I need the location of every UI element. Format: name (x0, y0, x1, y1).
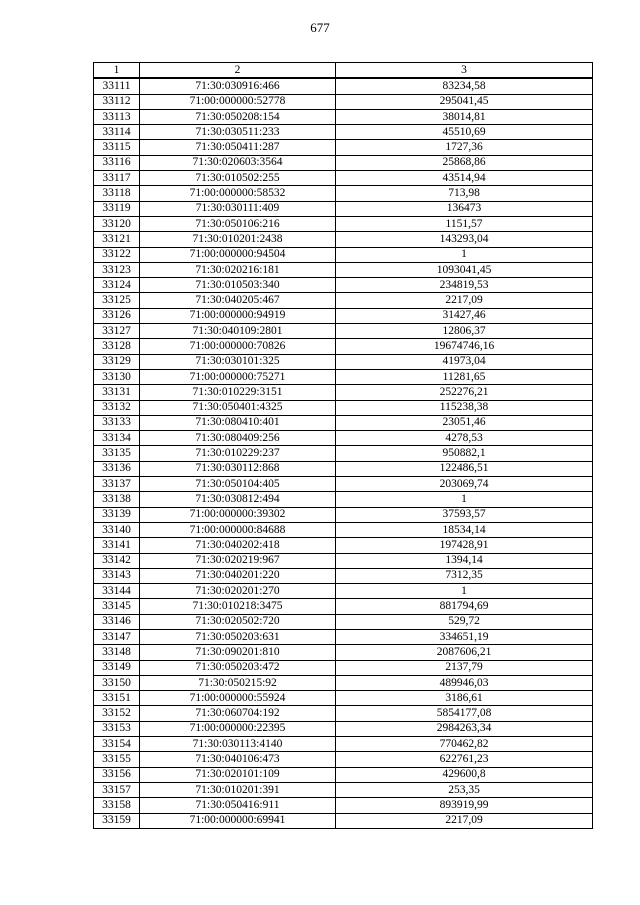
page-number: 677 (310, 20, 330, 35)
row-number-cell: 33145 (94, 599, 140, 614)
cadastral-number-cell: 71:30:050106:216 (140, 216, 336, 231)
row-number-cell: 33119 (94, 201, 140, 216)
row-number-cell: 33112 (94, 94, 140, 109)
row-number-cell: 33135 (94, 446, 140, 461)
cadastral-number-cell: 71:30:030111:409 (140, 201, 336, 216)
table-row (94, 354, 593, 369)
value-cell: 1394,14 (336, 553, 593, 568)
table-row (94, 385, 593, 400)
table-row (94, 247, 593, 262)
cadastral-number-cell: 71:30:080409:256 (140, 431, 336, 446)
value-cell: 770462,82 (336, 737, 593, 752)
table-row (94, 721, 593, 736)
cadastral-number-cell: 71:30:030916:466 (140, 78, 336, 94)
table-row (94, 767, 593, 782)
value-cell: 122486,51 (336, 461, 593, 476)
table-row (94, 339, 593, 354)
table-row (94, 813, 593, 828)
table-row (94, 431, 593, 446)
cadastral-number-cell: 71:30:010201:391 (140, 782, 336, 797)
cadastral-number-cell: 71:30:010502:255 (140, 171, 336, 186)
value-cell: 489946,03 (336, 675, 593, 690)
value-cell: 12806,37 (336, 324, 593, 339)
value-cell: 893919,99 (336, 798, 593, 813)
row-number-cell: 33137 (94, 477, 140, 492)
row-number-cell: 33130 (94, 369, 140, 384)
value-cell: 2217,09 (336, 813, 593, 828)
table-row (94, 737, 593, 752)
row-number-cell: 33143 (94, 568, 140, 583)
value-cell: 529,72 (336, 614, 593, 629)
cadastral-number-cell: 71:00:000000:39302 (140, 507, 336, 522)
cadastral-number-cell: 71:30:050401:4325 (140, 400, 336, 415)
table-row (94, 660, 593, 675)
table-row (94, 629, 593, 644)
value-cell: 1093041,45 (336, 262, 593, 277)
cadastral-number-cell: 71:00:000000:52778 (140, 94, 336, 109)
row-number-cell: 33117 (94, 171, 140, 186)
table-row (94, 186, 593, 201)
cadastral-number-cell: 71:00:000000:84688 (140, 522, 336, 537)
table-row (94, 109, 593, 124)
row-number-cell: 33157 (94, 782, 140, 797)
row-number-cell: 33138 (94, 492, 140, 507)
row-number-cell: 33142 (94, 553, 140, 568)
value-cell: 31427,46 (336, 308, 593, 323)
cadastral-number-cell: 71:30:030113:4140 (140, 737, 336, 752)
value-cell: 41973,04 (336, 354, 593, 369)
value-cell: 43514,94 (336, 171, 593, 186)
table-row (94, 599, 593, 614)
cadastral-number-cell: 71:30:030101:325 (140, 354, 336, 369)
row-number-cell: 33139 (94, 507, 140, 522)
value-cell: 4278,53 (336, 431, 593, 446)
cadastral-number-cell: 71:30:010229:237 (140, 446, 336, 461)
value-cell: 252276,21 (336, 385, 593, 400)
value-cell: 713,98 (336, 186, 593, 201)
value-cell: 5854177,08 (336, 706, 593, 721)
row-number-cell: 33114 (94, 125, 140, 140)
table-row (94, 706, 593, 721)
value-cell: 2137,79 (336, 660, 593, 675)
table-row (94, 568, 593, 583)
cadastral-number-cell: 71:00:000000:94504 (140, 247, 336, 262)
value-cell: 45510,69 (336, 125, 593, 140)
cadastral-number-cell: 71:30:010201:2438 (140, 232, 336, 247)
row-number-cell: 33151 (94, 691, 140, 706)
value-cell: 1 (336, 247, 593, 262)
value-cell: 115238,38 (336, 400, 593, 415)
table-row (94, 140, 593, 155)
row-number-cell: 33125 (94, 293, 140, 308)
row-number-cell: 33115 (94, 140, 140, 155)
value-cell: 2984263,34 (336, 721, 593, 736)
table-row (94, 216, 593, 231)
data-table (93, 62, 593, 829)
table-row (94, 645, 593, 660)
row-number-cell: 33150 (94, 675, 140, 690)
cadastral-number-cell: 71:00:000000:58532 (140, 186, 336, 201)
value-cell: 1 (336, 584, 593, 599)
cadastral-number-cell: 71:30:020603:3564 (140, 155, 336, 170)
cadastral-number-cell: 71:30:040205:467 (140, 293, 336, 308)
row-number-cell: 33146 (94, 614, 140, 629)
cadastral-number-cell: 71:30:020219:967 (140, 553, 336, 568)
table-row (94, 446, 593, 461)
value-cell: 1151,57 (336, 216, 593, 231)
value-cell: 253,35 (336, 782, 593, 797)
row-number-cell: 33159 (94, 813, 140, 828)
row-number-cell: 33152 (94, 706, 140, 721)
table-row (94, 477, 593, 492)
value-cell: 7312,35 (336, 568, 593, 583)
header-row (94, 63, 593, 79)
cadastral-number-cell: 71:30:010229:3151 (140, 385, 336, 400)
cadastral-number-cell: 71:30:020502:720 (140, 614, 336, 629)
row-number-cell: 33149 (94, 660, 140, 675)
row-number-cell: 33155 (94, 752, 140, 767)
value-cell: 38014,81 (336, 109, 593, 124)
table-row (94, 553, 593, 568)
row-number-cell: 33122 (94, 247, 140, 262)
table-row (94, 507, 593, 522)
table-row (94, 293, 593, 308)
row-number-cell: 33134 (94, 431, 140, 446)
row-number-cell: 33118 (94, 186, 140, 201)
header-col-1: 1 (94, 63, 140, 79)
cadastral-number-cell: 71:30:050203:631 (140, 629, 336, 644)
cadastral-number-cell: 71:30:030112:868 (140, 461, 336, 476)
header-col-2: 2 (140, 63, 336, 79)
row-number-cell: 33140 (94, 522, 140, 537)
table-row (94, 278, 593, 293)
cadastral-number-cell: 71:30:040109:2801 (140, 324, 336, 339)
table-row (94, 782, 593, 797)
cadastral-number-cell: 71:30:050208:154 (140, 109, 336, 124)
row-number-cell: 33121 (94, 232, 140, 247)
table-row (94, 125, 593, 140)
row-number-cell: 33127 (94, 324, 140, 339)
cadastral-number-cell: 71:30:030812:494 (140, 492, 336, 507)
cadastral-number-cell: 71:30:010218:3475 (140, 599, 336, 614)
cadastral-number-cell: 71:00:000000:94919 (140, 308, 336, 323)
value-cell: 203069,74 (336, 477, 593, 492)
value-cell: 334651,19 (336, 629, 593, 644)
value-cell: 3186,61 (336, 691, 593, 706)
table-row (94, 415, 593, 430)
row-number-cell: 33113 (94, 109, 140, 124)
value-cell: 197428,91 (336, 538, 593, 553)
cadastral-number-cell: 71:00:000000:55924 (140, 691, 336, 706)
table-row (94, 614, 593, 629)
table-row (94, 262, 593, 277)
table-body (94, 78, 593, 828)
table-row (94, 584, 593, 599)
cadastral-number-cell: 71:30:020216:181 (140, 262, 336, 277)
value-cell: 234819,53 (336, 278, 593, 293)
row-number-cell: 33144 (94, 584, 140, 599)
table-row (94, 232, 593, 247)
row-number-cell: 33129 (94, 354, 140, 369)
value-cell: 143293,04 (336, 232, 593, 247)
cadastral-number-cell: 71:30:030511:233 (140, 125, 336, 140)
row-number-cell: 33131 (94, 385, 140, 400)
table-row (94, 752, 593, 767)
table-header (94, 63, 593, 79)
value-cell: 295041,45 (336, 94, 593, 109)
row-number-cell: 33154 (94, 737, 140, 752)
cadastral-number-cell: 71:30:080410:401 (140, 415, 336, 430)
table-row (94, 78, 593, 94)
cadastral-number-cell: 71:30:050411:287 (140, 140, 336, 155)
value-cell: 37593,57 (336, 507, 593, 522)
table-row (94, 492, 593, 507)
row-number-cell: 33116 (94, 155, 140, 170)
row-number-cell: 33132 (94, 400, 140, 415)
row-number-cell: 33124 (94, 278, 140, 293)
row-number-cell: 33111 (94, 78, 140, 94)
row-number-cell: 33148 (94, 645, 140, 660)
cadastral-number-cell: 71:30:050104:405 (140, 477, 336, 492)
table-row (94, 461, 593, 476)
row-number-cell: 33123 (94, 262, 140, 277)
table-row (94, 675, 593, 690)
value-cell: 11281,65 (336, 369, 593, 384)
table-row (94, 369, 593, 384)
row-number-cell: 33147 (94, 629, 140, 644)
header-col-3: 3 (336, 63, 593, 79)
cadastral-number-cell: 71:30:060704:192 (140, 706, 336, 721)
value-cell: 25868,86 (336, 155, 593, 170)
value-cell: 1727,36 (336, 140, 593, 155)
cadastral-number-cell: 71:00:000000:70826 (140, 339, 336, 354)
table-row (94, 94, 593, 109)
value-cell: 136473 (336, 201, 593, 216)
value-cell: 429600,8 (336, 767, 593, 782)
row-number-cell: 33133 (94, 415, 140, 430)
table-row (94, 308, 593, 323)
row-number-cell: 33136 (94, 461, 140, 476)
value-cell: 2087606,21 (336, 645, 593, 660)
table-row (94, 171, 593, 186)
cadastral-number-cell: 71:30:050203:472 (140, 660, 336, 675)
table-row (94, 400, 593, 415)
table-row (94, 201, 593, 216)
cadastral-number-cell: 71:00:000000:22395 (140, 721, 336, 736)
row-number-cell: 33126 (94, 308, 140, 323)
value-cell: 950882,1 (336, 446, 593, 461)
row-number-cell: 33120 (94, 216, 140, 231)
cadastral-number-cell: 71:00:000000:75271 (140, 369, 336, 384)
cadastral-number-cell: 71:30:040201:220 (140, 568, 336, 583)
value-cell: 83234,58 (336, 78, 593, 94)
value-cell: 2217,09 (336, 293, 593, 308)
cadastral-number-cell: 71:30:050215:92 (140, 675, 336, 690)
row-number-cell: 33128 (94, 339, 140, 354)
table-row (94, 522, 593, 537)
value-cell: 622761,23 (336, 752, 593, 767)
value-cell: 1 (336, 492, 593, 507)
cadastral-number-cell: 71:30:040106:473 (140, 752, 336, 767)
cadastral-number-cell: 71:30:090201:810 (140, 645, 336, 660)
value-cell: 23051,46 (336, 415, 593, 430)
table-row (94, 691, 593, 706)
row-number-cell: 33158 (94, 798, 140, 813)
value-cell: 18534,14 (336, 522, 593, 537)
table-row (94, 155, 593, 170)
cadastral-number-cell: 71:30:010503:340 (140, 278, 336, 293)
cadastral-number-cell: 71:30:020101:109 (140, 767, 336, 782)
row-number-cell: 33153 (94, 721, 140, 736)
row-number-cell: 33156 (94, 767, 140, 782)
cadastral-number-cell: 71:30:050416:911 (140, 798, 336, 813)
table-row (94, 798, 593, 813)
table-row (94, 324, 593, 339)
cadastral-number-cell: 71:30:020201:270 (140, 584, 336, 599)
value-cell: 19674746,16 (336, 339, 593, 354)
cadastral-number-cell: 71:30:040202:418 (140, 538, 336, 553)
row-number-cell: 33141 (94, 538, 140, 553)
cadastral-number-cell: 71:00:000000:69941 (140, 813, 336, 828)
table-row (94, 538, 593, 553)
value-cell: 881794,69 (336, 599, 593, 614)
